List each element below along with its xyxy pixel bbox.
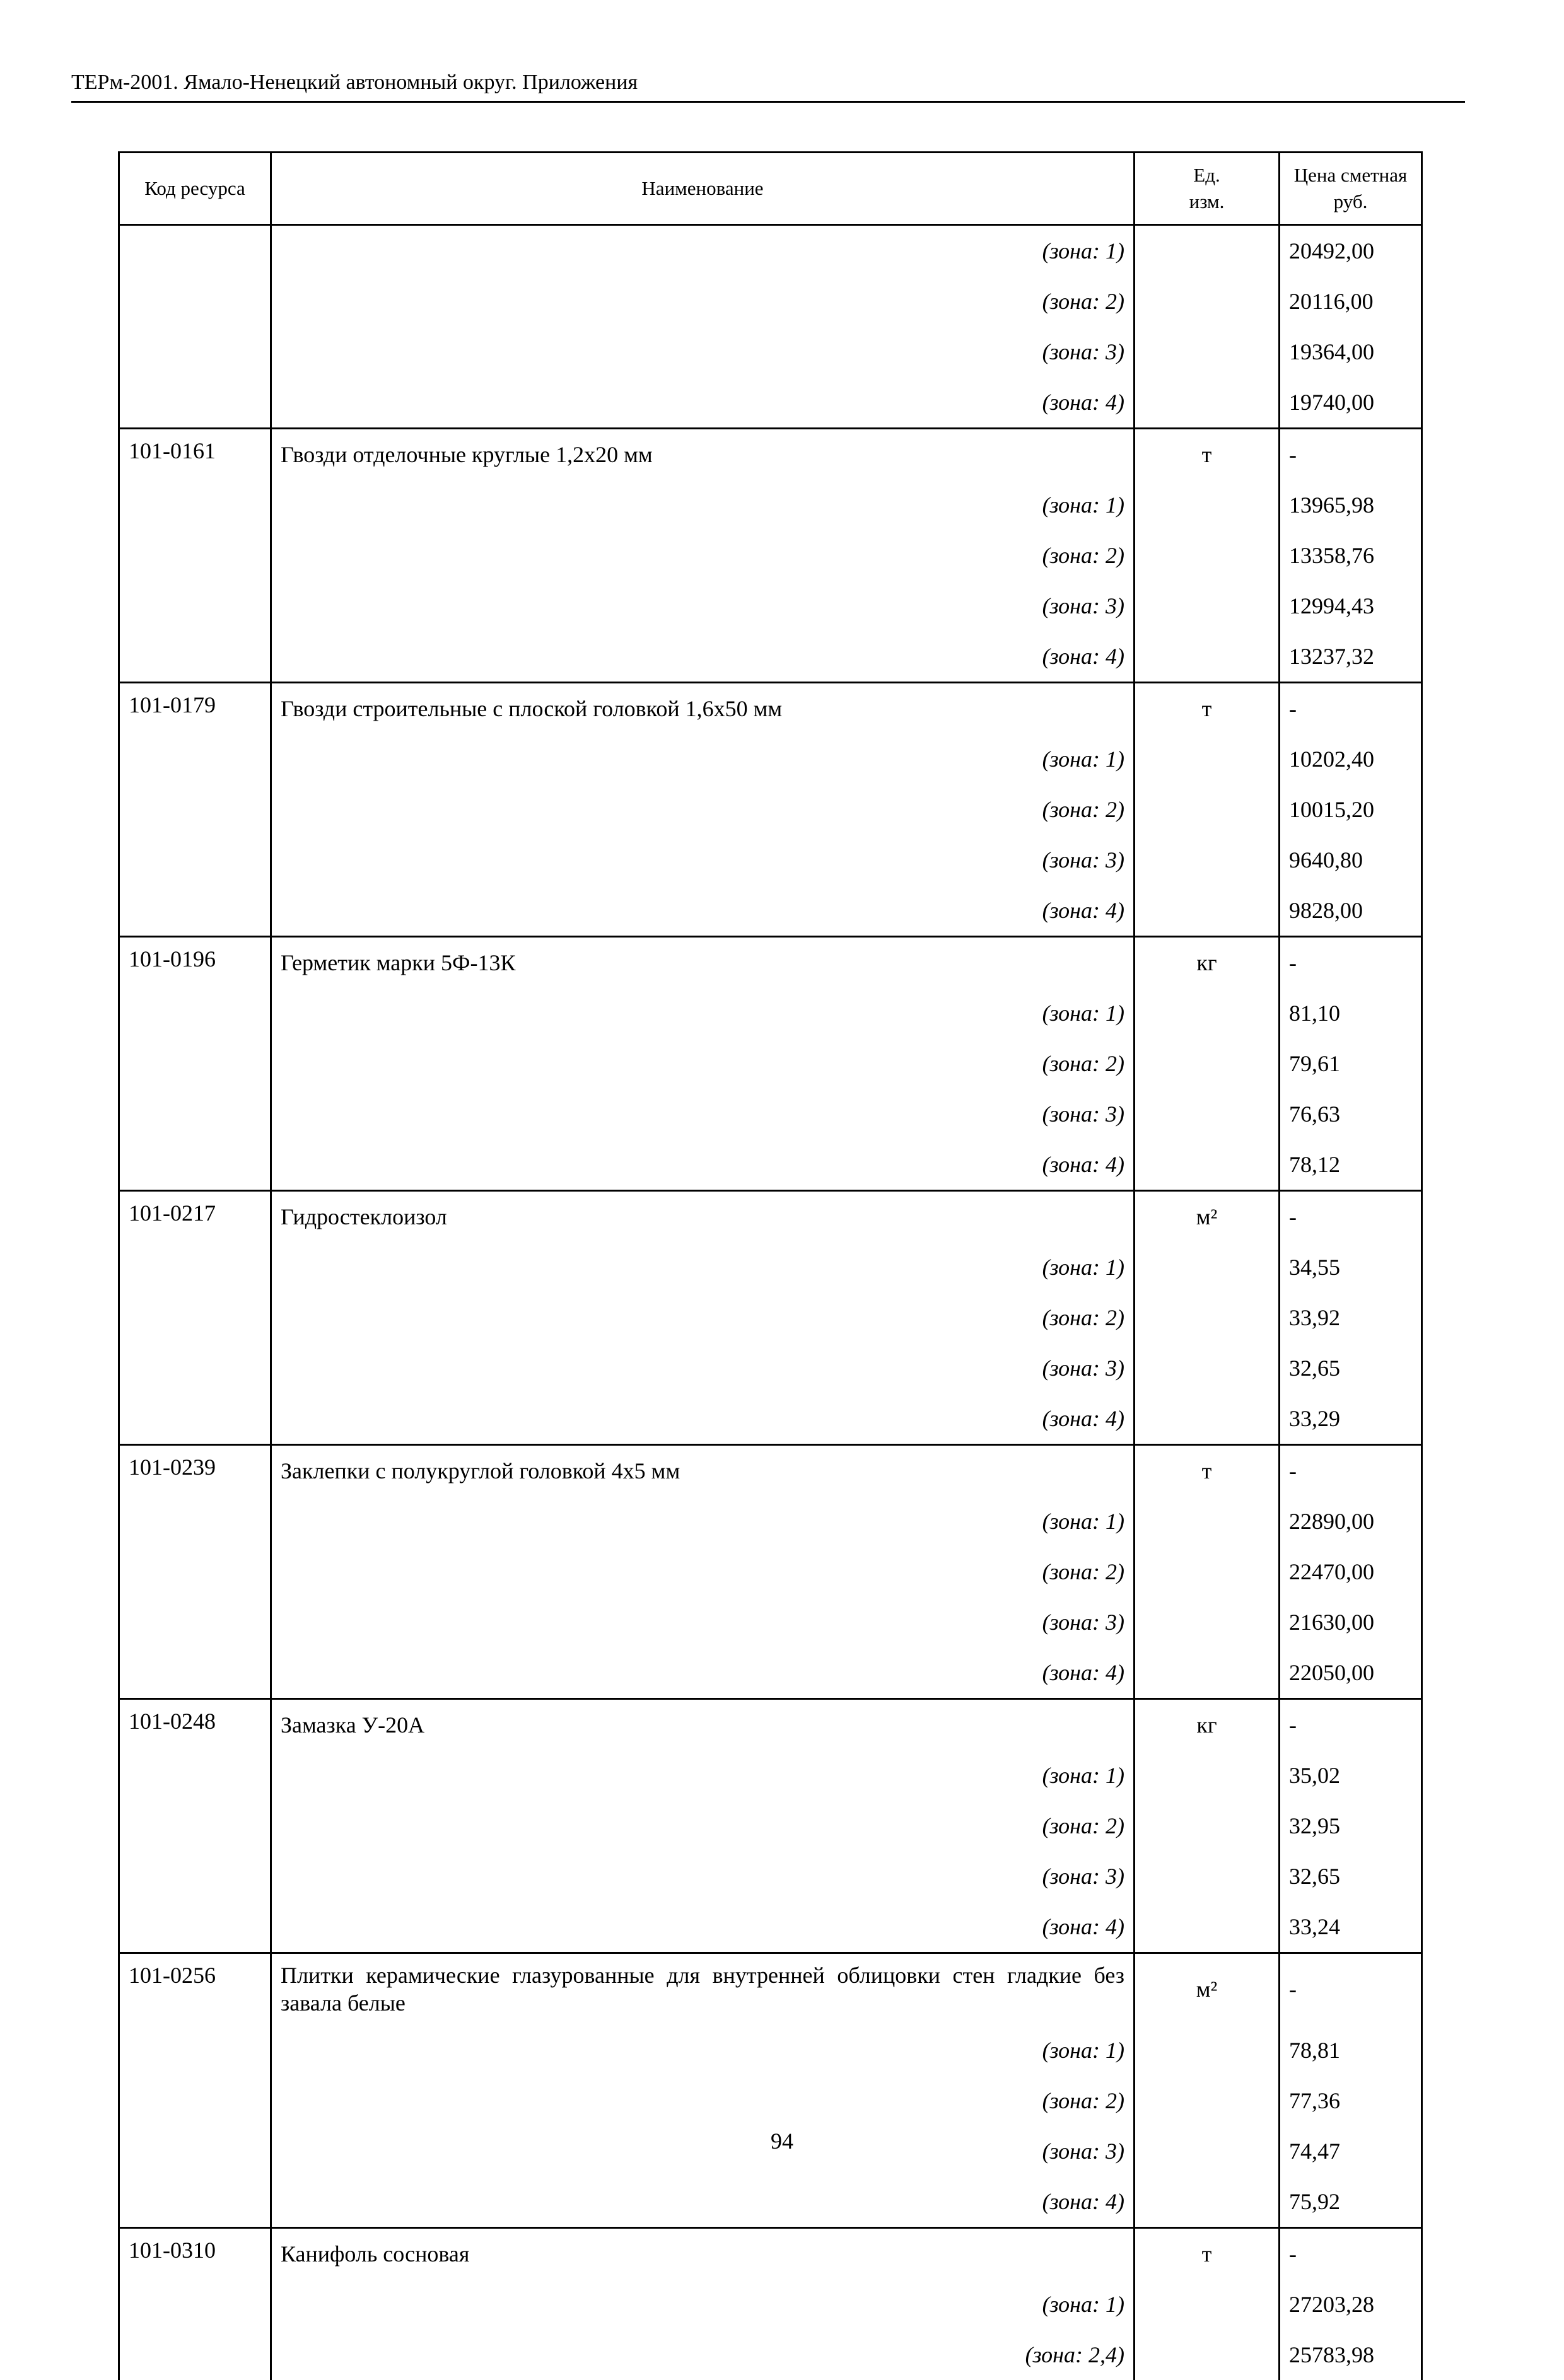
table-row-resource bbox=[119, 1953, 1422, 2025]
zone-price: 32,65 bbox=[1280, 1851, 1422, 1901]
zone-price: 32,95 bbox=[1280, 1801, 1422, 1851]
table-row-zone bbox=[119, 2075, 1422, 2126]
unit-empty bbox=[1135, 1038, 1280, 1089]
unit-empty bbox=[1135, 1343, 1280, 1393]
zone-label: (зона: 2) bbox=[271, 530, 1135, 581]
zone-label: (зона: 1) bbox=[271, 1750, 1135, 1801]
unit-empty bbox=[1135, 225, 1280, 277]
zone-label: (зона: 2) bbox=[271, 1801, 1135, 1851]
resource-code-empty bbox=[119, 2330, 271, 2380]
zone-price: 20492,00 bbox=[1280, 225, 1422, 277]
table-row-zone bbox=[119, 988, 1422, 1038]
zone-label: (зона: 2) bbox=[271, 784, 1135, 835]
unit-empty bbox=[1135, 1139, 1280, 1191]
unit-empty bbox=[1135, 734, 1280, 784]
resource-price: - bbox=[1280, 1191, 1422, 1243]
table-row-resource bbox=[119, 2227, 1422, 2279]
unit-empty bbox=[1135, 2330, 1280, 2380]
table-row-zone bbox=[119, 1547, 1422, 1597]
table-row-zone bbox=[119, 225, 1422, 277]
resource-code-empty bbox=[119, 2075, 271, 2126]
table-row-zone bbox=[119, 734, 1422, 784]
zone-label: (зона: 1) bbox=[271, 1496, 1135, 1547]
resource-code: 101-0310 bbox=[119, 2227, 271, 2279]
resource-code-empty bbox=[119, 530, 271, 581]
table-row-zone bbox=[119, 1139, 1422, 1191]
resource-code-empty bbox=[119, 276, 271, 327]
unit-empty bbox=[1135, 1547, 1280, 1597]
resource-unit: м² bbox=[1135, 1953, 1280, 2025]
table-row-resource bbox=[119, 937, 1422, 989]
zone-price: 10202,40 bbox=[1280, 734, 1422, 784]
resource-code-empty bbox=[119, 2279, 271, 2330]
zone-price: 33,29 bbox=[1280, 1393, 1422, 1445]
unit-empty bbox=[1135, 276, 1280, 327]
zone-label: (зона: 3) bbox=[271, 2126, 1135, 2176]
resource-unit: т bbox=[1135, 1445, 1280, 1497]
unit-empty bbox=[1135, 2176, 1280, 2228]
zone-price: 27203,28 bbox=[1280, 2279, 1422, 2330]
zone-price: 33,92 bbox=[1280, 1292, 1422, 1343]
zone-price: 13237,32 bbox=[1280, 631, 1422, 683]
column-header-name: Наименование bbox=[271, 153, 1135, 225]
unit-empty bbox=[1135, 1292, 1280, 1343]
zone-label: (зона: 1) bbox=[271, 734, 1135, 784]
resource-price: - bbox=[1280, 429, 1422, 480]
resource-code-empty bbox=[119, 1393, 271, 1445]
table-row-zone bbox=[119, 1496, 1422, 1547]
resource-price: - bbox=[1280, 683, 1422, 734]
resource-code-empty bbox=[119, 327, 271, 377]
resource-code: 101-0248 bbox=[119, 1699, 271, 1751]
table-row-resource bbox=[119, 1699, 1422, 1751]
zone-price: 9828,00 bbox=[1280, 885, 1422, 937]
zone-label: (зона: 1) bbox=[271, 2279, 1135, 2330]
zone-label: (зона: 3) bbox=[271, 1597, 1135, 1647]
zone-label: (зона: 1) bbox=[271, 480, 1135, 530]
resource-price: - bbox=[1280, 2227, 1422, 2279]
resource-code-empty bbox=[119, 1647, 271, 1699]
resource-code-empty bbox=[119, 631, 271, 683]
unit-empty bbox=[1135, 1393, 1280, 1445]
resource-code-empty bbox=[119, 1139, 271, 1191]
unit-empty bbox=[1135, 835, 1280, 885]
unit-empty bbox=[1135, 631, 1280, 683]
zone-label: (зона: 3) bbox=[271, 835, 1135, 885]
table-row-zone bbox=[119, 784, 1422, 835]
unit-empty bbox=[1135, 1851, 1280, 1901]
resource-code-empty bbox=[119, 225, 271, 277]
resource-price: - bbox=[1280, 1953, 1422, 2025]
unit-empty bbox=[1135, 530, 1280, 581]
zone-price: 13358,76 bbox=[1280, 530, 1422, 581]
zone-price: 13965,98 bbox=[1280, 480, 1422, 530]
unit-empty bbox=[1135, 784, 1280, 835]
zone-label: (зона: 3) bbox=[271, 1851, 1135, 1901]
resource-code: 101-0179 bbox=[119, 683, 271, 734]
resource-name: Гвозди строительные с плоской головкой 1,6х50 мм bbox=[271, 683, 1135, 734]
page-number: 94 bbox=[771, 2128, 793, 2154]
resource-code-empty bbox=[119, 784, 271, 835]
zone-price: 25783,98 bbox=[1280, 2330, 1422, 2380]
unit-empty bbox=[1135, 1496, 1280, 1547]
unit-empty bbox=[1135, 2075, 1280, 2126]
resource-name: Герметик марки 5Ф-13К bbox=[271, 937, 1135, 989]
table-row-zone bbox=[119, 1597, 1422, 1647]
resource-name: Заклепки с полукруглой головкой 4х5 мм bbox=[271, 1445, 1135, 1497]
table-body bbox=[119, 225, 1422, 2380]
resource-price: - bbox=[1280, 1445, 1422, 1497]
resource-code-empty bbox=[119, 1242, 271, 1292]
column-header-unit bbox=[1135, 153, 1280, 225]
resource-code-empty bbox=[119, 1089, 271, 1139]
zone-price: 78,12 bbox=[1280, 1139, 1422, 1191]
resource-price: - bbox=[1280, 1699, 1422, 1751]
unit-empty bbox=[1135, 1801, 1280, 1851]
table-row-zone bbox=[119, 2330, 1422, 2380]
zone-label: (зона: 2) bbox=[271, 1038, 1135, 1089]
resource-code-empty bbox=[119, 1597, 271, 1647]
unit-empty bbox=[1135, 581, 1280, 631]
table-row-zone bbox=[119, 480, 1422, 530]
resource-code-empty bbox=[119, 1292, 271, 1343]
resource-code-empty bbox=[119, 581, 271, 631]
table-row-resource bbox=[119, 683, 1422, 734]
resource-code: 101-0196 bbox=[119, 937, 271, 989]
resource-code-empty bbox=[119, 988, 271, 1038]
unit-empty bbox=[1135, 480, 1280, 530]
unit-empty bbox=[1135, 988, 1280, 1038]
resource-code: 101-0239 bbox=[119, 1445, 271, 1497]
zone-price: 34,55 bbox=[1280, 1242, 1422, 1292]
unit-empty bbox=[1135, 2025, 1280, 2075]
zone-label: (зона: 1) bbox=[271, 988, 1135, 1038]
zone-label: (зона: 3) bbox=[271, 1343, 1135, 1393]
zone-price: 78,81 bbox=[1280, 2025, 1422, 2075]
resource-code: 101-0217 bbox=[119, 1191, 271, 1243]
zone-price: 10015,20 bbox=[1280, 784, 1422, 835]
unit-empty bbox=[1135, 1750, 1280, 1801]
resource-unit: т bbox=[1135, 429, 1280, 480]
table-row-zone bbox=[119, 1343, 1422, 1393]
header-rule bbox=[71, 101, 1465, 103]
unit-empty bbox=[1135, 885, 1280, 937]
resource-code-empty bbox=[119, 1547, 271, 1597]
resource-code-empty bbox=[119, 1851, 271, 1901]
table-row-zone bbox=[119, 1292, 1422, 1343]
zone-label: (зона: 3) bbox=[271, 581, 1135, 631]
zone-price: 32,65 bbox=[1280, 1343, 1422, 1393]
resource-code-empty bbox=[119, 2025, 271, 2075]
resource-name: Замазка У-20А bbox=[271, 1699, 1135, 1751]
resource-code: 101-0256 bbox=[119, 1953, 271, 2025]
resource-code-empty bbox=[119, 1901, 271, 1953]
resource-name: Гидростеклоизол bbox=[271, 1191, 1135, 1243]
table-row-zone bbox=[119, 2279, 1422, 2330]
zone-price: 33,24 bbox=[1280, 1901, 1422, 1953]
price-table bbox=[118, 151, 1423, 2380]
table-row-zone bbox=[119, 1647, 1422, 1699]
resource-code-empty bbox=[119, 1801, 271, 1851]
zone-price: 19740,00 bbox=[1280, 377, 1422, 429]
resource-price: - bbox=[1280, 937, 1422, 989]
zone-label: (зона: 4) bbox=[271, 631, 1135, 683]
table-row-zone bbox=[119, 1750, 1422, 1801]
table-row-zone bbox=[119, 631, 1422, 683]
table-row-zone bbox=[119, 530, 1422, 581]
table-row-zone bbox=[119, 1901, 1422, 1953]
table-row-resource bbox=[119, 429, 1422, 480]
unit-empty bbox=[1135, 1089, 1280, 1139]
unit-empty bbox=[1135, 1242, 1280, 1292]
resource-code-empty bbox=[119, 835, 271, 885]
zone-label: (зона: 4) bbox=[271, 885, 1135, 937]
zone-price: 22890,00 bbox=[1280, 1496, 1422, 1547]
unit-empty bbox=[1135, 1901, 1280, 1953]
resource-unit: кг bbox=[1135, 1699, 1280, 1751]
table-row-zone bbox=[119, 1089, 1422, 1139]
zone-label: (зона: 4) bbox=[271, 1393, 1135, 1445]
zone-label: (зона: 2) bbox=[271, 1292, 1135, 1343]
unit-empty bbox=[1135, 1597, 1280, 1647]
unit-empty bbox=[1135, 1647, 1280, 1699]
column-header-price bbox=[1280, 153, 1422, 225]
zone-label: (зона: 2) bbox=[271, 1547, 1135, 1597]
table-row-resource bbox=[119, 1191, 1422, 1243]
zone-label: (зона: 3) bbox=[271, 1089, 1135, 1139]
zone-price: 21630,00 bbox=[1280, 1597, 1422, 1647]
zone-price: 74,47 bbox=[1280, 2126, 1422, 2176]
zone-label: (зона: 1) bbox=[271, 1242, 1135, 1292]
resource-code-empty bbox=[119, 1038, 271, 1089]
column-header-code: Код ресурса bbox=[119, 153, 271, 225]
resource-code-empty bbox=[119, 480, 271, 530]
zone-price: 75,92 bbox=[1280, 2176, 1422, 2228]
table-row-zone bbox=[119, 2025, 1422, 2075]
zone-price: 22050,00 bbox=[1280, 1647, 1422, 1699]
table-row-zone bbox=[119, 2176, 1422, 2228]
table-row-zone bbox=[119, 1393, 1422, 1445]
zone-label: (зона: 1) bbox=[271, 225, 1135, 277]
zone-label: (зона: 4) bbox=[271, 1139, 1135, 1191]
running-header: ТЕРм-2001. Ямало-Ненецкий автономный округ. Приложения bbox=[71, 71, 638, 94]
table-row-zone bbox=[119, 581, 1422, 631]
zone-label: (зона: 2,4) bbox=[271, 2330, 1135, 2380]
zone-price: 20116,00 bbox=[1280, 276, 1422, 327]
zone-label: (зона: 2) bbox=[271, 276, 1135, 327]
resource-code: 101-0161 bbox=[119, 429, 271, 480]
unit-empty bbox=[1135, 327, 1280, 377]
zone-label: (зона: 3) bbox=[271, 327, 1135, 377]
resource-code-empty bbox=[119, 1343, 271, 1393]
zone-price: 9640,80 bbox=[1280, 835, 1422, 885]
resource-name: Плитки керамические глазурованные для внутренней облицовки стен гладкие без завала белые bbox=[271, 1953, 1135, 2025]
zone-price: 19364,00 bbox=[1280, 327, 1422, 377]
unit-empty bbox=[1135, 377, 1280, 429]
price-header-line2: руб. bbox=[1333, 190, 1368, 212]
resource-unit: кг bbox=[1135, 937, 1280, 989]
table-row-zone bbox=[119, 276, 1422, 327]
resource-code-empty bbox=[119, 1496, 271, 1547]
zone-label: (зона: 1) bbox=[271, 2025, 1135, 2075]
table-row-zone bbox=[119, 885, 1422, 937]
table-row-zone bbox=[119, 1851, 1422, 1901]
resource-unit: т bbox=[1135, 2227, 1280, 2279]
resource-code-empty bbox=[119, 2176, 271, 2228]
zone-price: 81,10 bbox=[1280, 988, 1422, 1038]
table-row-zone bbox=[119, 1038, 1422, 1089]
zone-label: (зона: 4) bbox=[271, 377, 1135, 429]
unit-header-line1: Ед. bbox=[1193, 164, 1220, 186]
resource-code-empty bbox=[119, 377, 271, 429]
resource-unit: т bbox=[1135, 683, 1280, 734]
zone-price: 77,36 bbox=[1280, 2075, 1422, 2126]
table-row-zone bbox=[119, 327, 1422, 377]
zone-label: (зона: 4) bbox=[271, 2176, 1135, 2228]
resource-name: Гвозди отделочные круглые 1,2х20 мм bbox=[271, 429, 1135, 480]
table-row-zone bbox=[119, 377, 1422, 429]
table-row-resource bbox=[119, 1445, 1422, 1497]
table-row-zone bbox=[119, 1242, 1422, 1292]
zone-price: 76,63 bbox=[1280, 1089, 1422, 1139]
table-header-row bbox=[119, 153, 1422, 225]
resource-code-empty bbox=[119, 734, 271, 784]
table-row-zone bbox=[119, 1801, 1422, 1851]
price-header-line1: Цена сметная bbox=[1293, 164, 1408, 186]
zone-price: 22470,00 bbox=[1280, 1547, 1422, 1597]
resource-name: Канифоль сосновая bbox=[271, 2227, 1135, 2279]
table-row-zone bbox=[119, 835, 1422, 885]
zone-label: (зона: 4) bbox=[271, 1901, 1135, 1953]
zone-price: 12994,43 bbox=[1280, 581, 1422, 631]
unit-empty bbox=[1135, 2279, 1280, 2330]
zone-price: 79,61 bbox=[1280, 1038, 1422, 1089]
zone-label: (зона: 4) bbox=[271, 1647, 1135, 1699]
zone-label: (зона: 2) bbox=[271, 2075, 1135, 2126]
resource-code-empty bbox=[119, 1750, 271, 1801]
resource-unit: м² bbox=[1135, 1191, 1280, 1243]
resource-code-empty bbox=[119, 885, 271, 937]
zone-price: 35,02 bbox=[1280, 1750, 1422, 1801]
unit-header-line2: изм. bbox=[1189, 190, 1225, 212]
